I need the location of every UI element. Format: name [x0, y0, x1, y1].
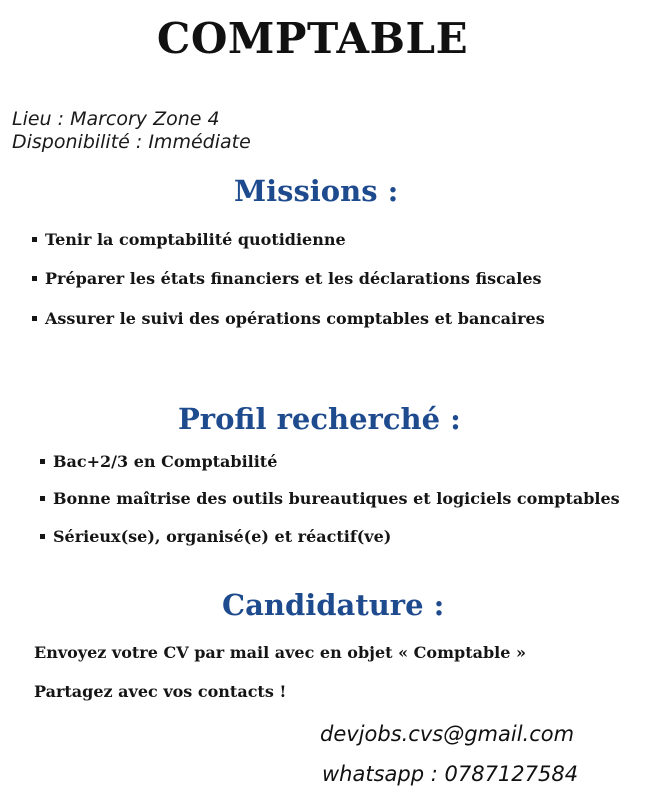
bullet-icon: [32, 316, 37, 321]
missions-heading: Missions :: [234, 174, 399, 208]
mission-item-text: Assurer le suivi des opérations comptables et bancaires: [45, 309, 545, 328]
contact-email[interactable]: devjobs.cvs@gmail.com: [320, 722, 575, 746]
profile-item: [40, 489, 620, 508]
mission-item: [32, 230, 346, 249]
mission-item-text: Préparer les états financiers et les déclarations fiscales: [45, 269, 542, 288]
application-instruction: Envoyez votre CV par mail avec en objet « Comptable »: [34, 643, 526, 662]
application-heading: Candidature :: [222, 588, 445, 622]
bullet-icon: [40, 534, 45, 539]
bullet-icon: [32, 276, 37, 281]
bullet-icon: [40, 459, 45, 464]
job-title: COMPTABLE: [156, 14, 469, 63]
contact-whatsapp[interactable]: whatsapp : 0787127584: [322, 762, 579, 786]
profile-item: [40, 527, 391, 546]
share-text: Partagez avec vos contacts !: [34, 682, 287, 701]
profile-item-text: Bac+2/3 en Comptabilité: [53, 452, 278, 471]
mission-item: [32, 269, 542, 288]
bullet-icon: [32, 237, 37, 242]
availability-text: Disponibilité : Immédiate: [12, 131, 251, 153]
mission-item-text: Tenir la comptabilité quotidienne: [45, 230, 346, 249]
profile-heading: Profil recherché :: [178, 402, 461, 436]
profile-item-text: Sérieux(se), organisé(e) et réactif(ve): [53, 527, 392, 546]
profile-item-text: Bonne maîtrise des outils bureautiques et logiciels comptables: [53, 489, 620, 508]
profile-item: [40, 452, 277, 471]
bullet-icon: [40, 496, 45, 501]
mission-item: [32, 309, 545, 328]
location-text: Lieu : Marcory Zone 4: [12, 108, 220, 130]
